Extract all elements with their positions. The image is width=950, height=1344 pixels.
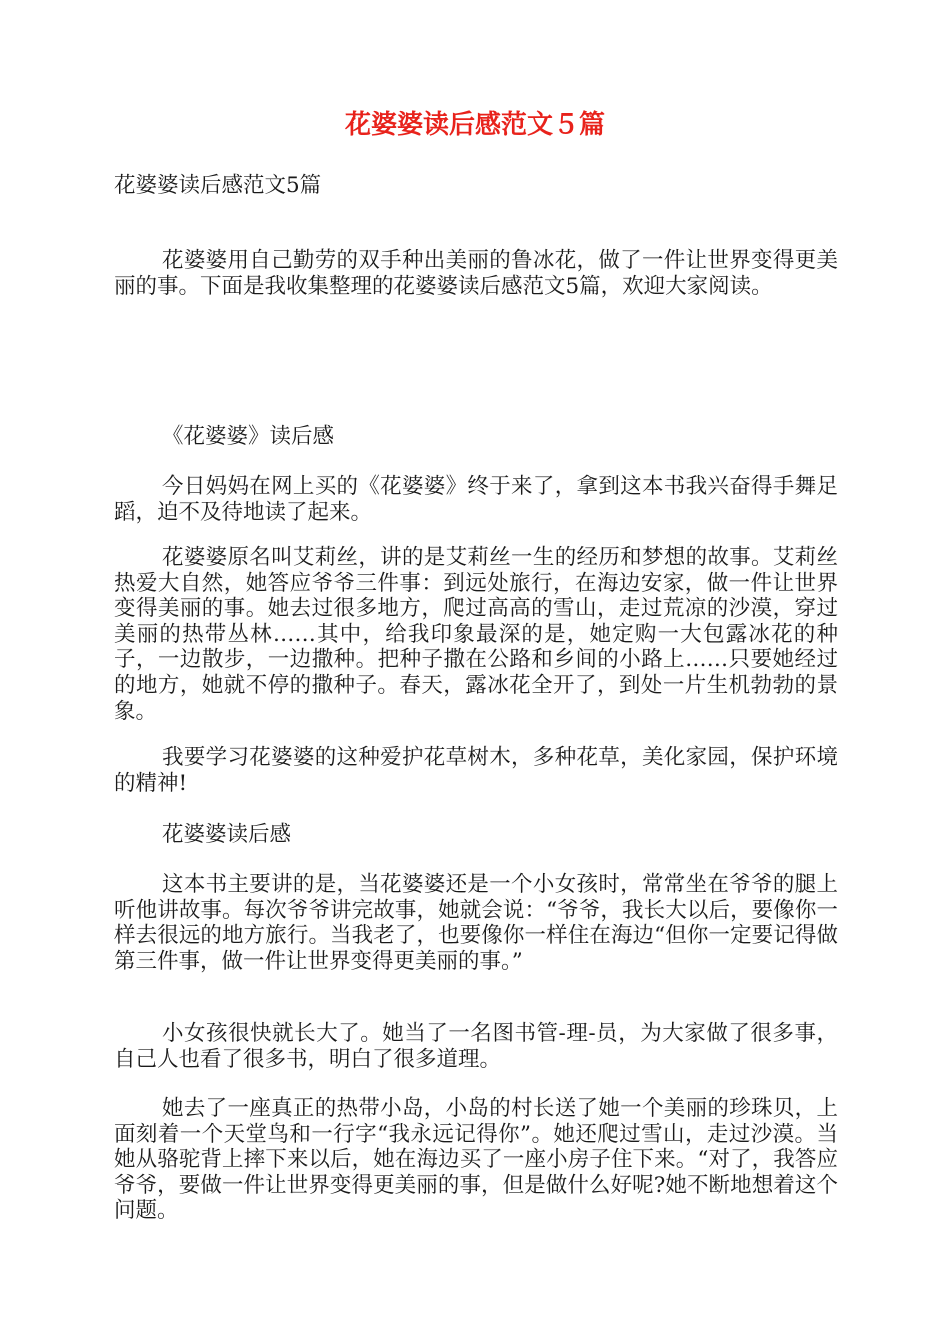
paragraph: 她去了一座真正的热带小岛，小岛的村长送了她一个美丽的珍珠贝，上面刻着一个天堂鸟和一行字“我永远记得你”。她还爬过雪山，走过沙漠。当她从骆驼背上摔下来以后，她在海边买了一座小房子住下来。“对了，我答应爷爷，要做一件让世界变得更美丽的事，但是做什么好呢?她不断地想着这个问题。 [114, 1096, 838, 1224]
section-heading: 《花婆婆》读后感 [162, 424, 335, 449]
intro-paragraph: 花婆婆用自己勤劳的双手种出美丽的鲁冰花，做了一件让世界变得更美丽的事。下面是我收集整理的花婆婆读后感范文5篇，欢迎大家阅读。 [114, 248, 838, 299]
document-title: 花婆婆读后感范文５篇 [344, 110, 605, 140]
paragraph: 今日妈妈在网上买的《花婆婆》终于来了，拿到这本书我兴奋得手舞足蹈，迫不及待地读了起来。 [114, 474, 838, 525]
document-subtitle: 花婆婆读后感范文5篇 [114, 173, 322, 198]
paragraph: 小女孩很快就长大了。她当了一名图书管-理-员，为大家做了很多事，自己人也看了很多书，明白了很多道理。 [114, 1021, 838, 1072]
section-heading: 花婆婆读后感 [162, 822, 292, 847]
paragraph: 花婆婆原名叫艾莉丝，讲的是艾莉丝一生的经历和梦想的故事。艾莉丝热爱大自然，她答应爷爷三件事：到远处旅行，在海边安家，做一件让世界变得美丽的事。她去过很多地方，爬过高高的雪山，走过荒凉的沙漠，穿过美丽的热带丛林……其中，给我印象最深的是，她定购一大包露冰花的种子，一边散步，一边撒种。把种子撒在公路和乡间的小路上……只要她经过的地方，她就不停的撒种子。春天，露冰花全开了，到处一片生机勃勃的景象。 [114, 545, 838, 724]
paragraph: 这本书主要讲的是，当花婆婆还是一个小女孩时，常常坐在爷爷的腿上听他讲故事。每次爷爷讲完故事，她就会说：“爷爷，我长大以后，要像你一样去很远的地方旅行。当我老了，也要像你一样住在海边“但你一定要记得做第三件事，做一件让世界变得更美丽的事。” [114, 872, 838, 974]
paragraph: 我要学习花婆婆的这种爱护花草树木，多种花草，美化家园，保护环境的精神! [114, 745, 838, 796]
